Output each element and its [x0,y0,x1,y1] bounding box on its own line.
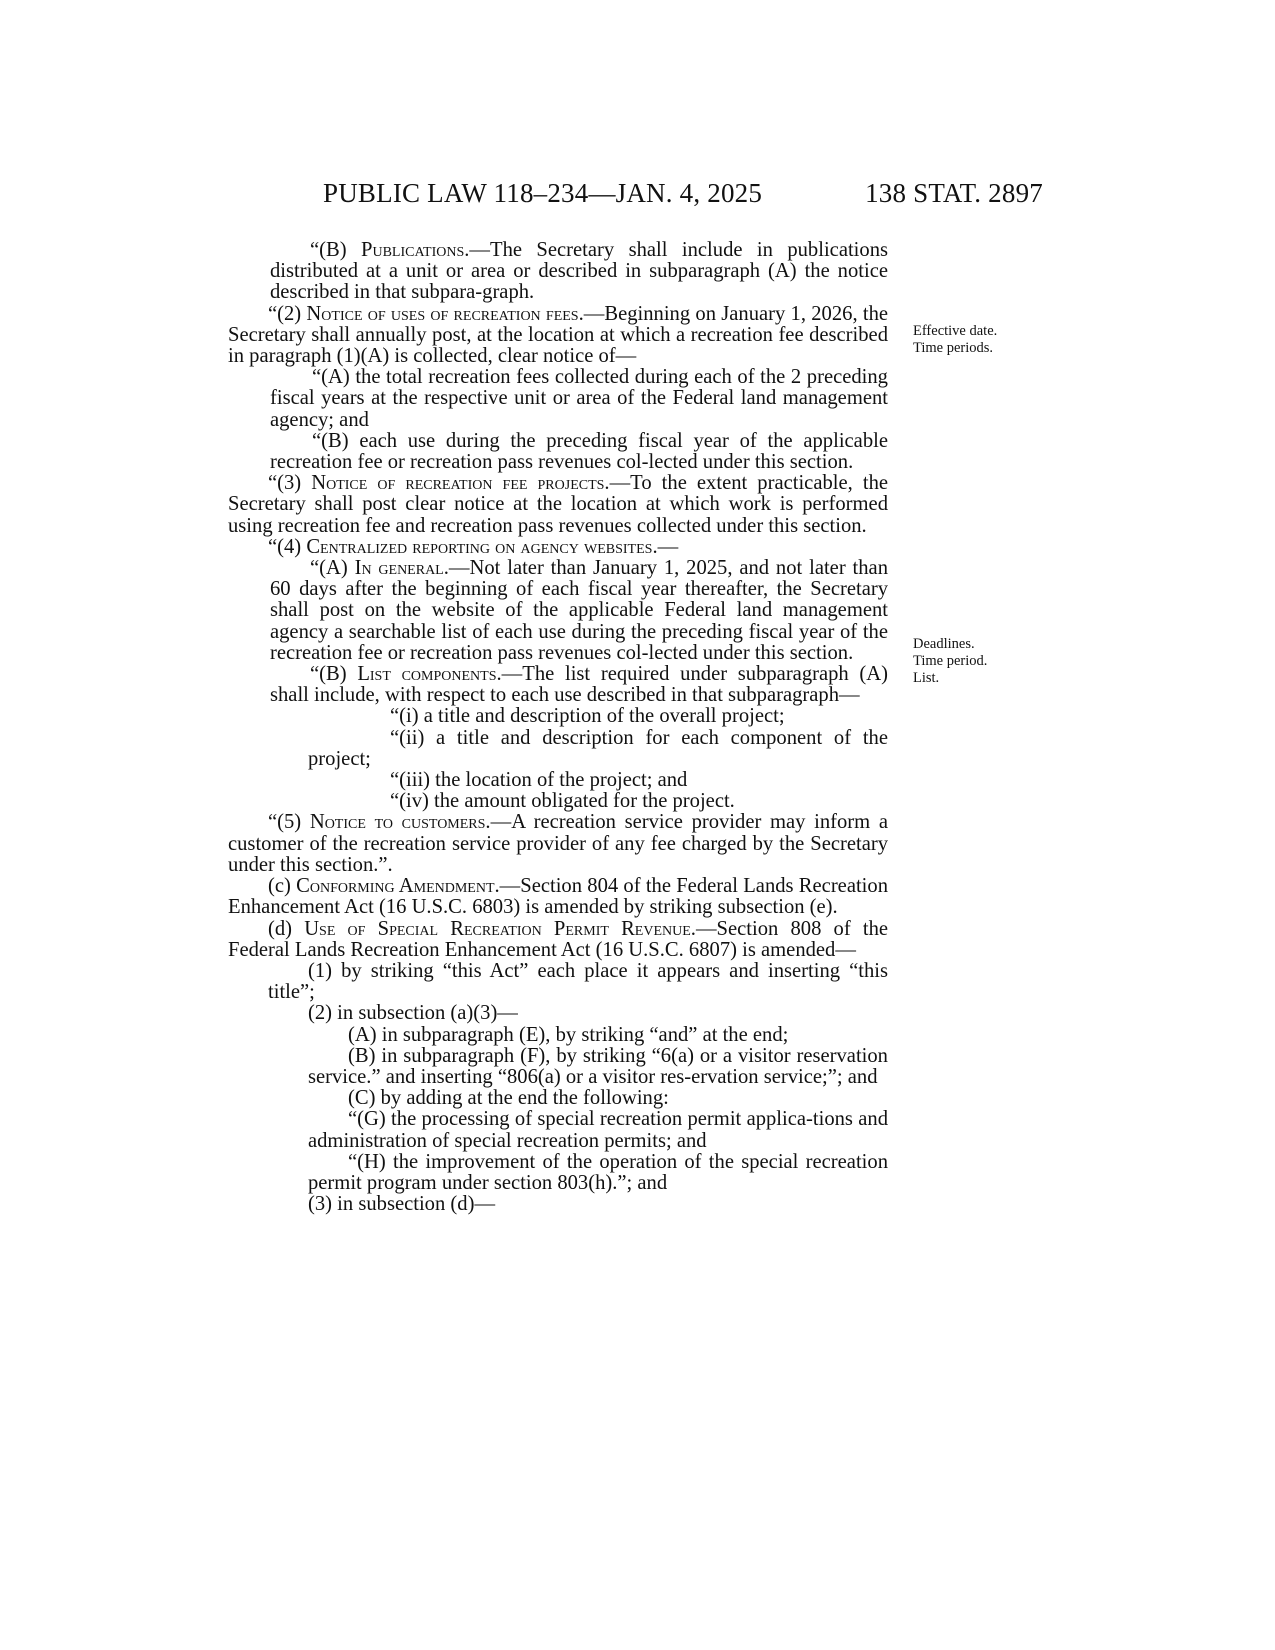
paragraph-lead: “(A) [310,557,355,580]
paragraph-lead: (C) [348,1087,381,1110]
paragraph [228,791,888,812]
paragraph-lead: (d) [268,917,305,940]
paragraph-lead: “(2) [268,302,307,325]
paragraph-lead: “(4) [268,535,307,558]
paragraph-heading: Publications. [361,239,470,261]
paragraph-text: —The Secretary shall include in publications distributed at a unit or area or described in subparagraph (A) the notice described in that subpara-graph. [270,239,889,304]
margin-note-deadlines [913,636,1033,687]
paragraph-text: by striking “this Act” each place it appears and inserting “this title”; [268,959,888,1004]
paragraph [228,876,888,918]
paragraph-lead: (A) [348,1023,382,1046]
paragraph [228,1194,888,1215]
paragraph-lead: “(ii) [390,726,437,749]
margin-note-line: Time periods. [913,340,994,356]
paragraph-heading: In general. [354,557,449,580]
paragraph-text: in subsection (d)— [337,1193,496,1216]
paragraph-text: —Not later than January 1, 2025, and not later than 60 days after the beginning of each fiscal year thereafter, the Secretary shall post on the website of the applicable Federal land management agency a searchable list of each use during the preceding fiscal year of the recreation fee or recreation pass revenues col-lected under this section. [270,557,888,664]
margin-note-line: Deadlines. [913,636,975,652]
paragraph-text: in subsection (a)(3)— [337,1002,518,1025]
paragraph-text: a title and description of the overall project; [423,705,785,728]
paragraph [228,1109,888,1151]
paragraph [228,919,888,961]
paragraph [228,537,888,558]
paragraph-text: in subparagraph (E), by striking “and” at the end; [381,1023,789,1046]
paragraph-text: the total recreation fees collected during each of the 2 preceding fiscal years at the respective unit or area of the Federal land management agency; and [270,366,888,431]
paragraph-text: — [657,535,679,558]
paragraph-lead: (B) [348,1044,382,1067]
paragraph-heading: Use of Special Recreation Permit Revenue. [304,917,696,940]
paragraph-lead: “(3) [268,472,312,495]
paragraph-text: by adding at the end the following: [380,1087,669,1110]
page-header [0,178,1275,218]
paragraph [228,961,888,1003]
margin-note-line: List. [913,670,940,686]
paragraph [228,304,888,368]
paragraph-text: —The list required under subparagraph (A) shall include, with respect to each use described in that subparagraph— [270,663,888,707]
paragraph-heading: Notice to customers. [309,811,491,834]
paragraph [228,728,888,770]
paragraph-text: —To the extent practicable, the Secretary shall post clear notice at the location at which work is performed using recreation fee and recreation pass revenues collected under this section. [228,472,889,537]
paragraph-lead: (c) [268,875,297,898]
paragraph-text: —Section 804 of the Federal Lands Recreation Enhancement Act (16 U.S.C. 6803) is amended by striking subsection (e). [228,875,888,919]
paragraph [228,770,888,791]
paragraph [228,1088,888,1109]
paragraph [228,473,888,537]
paragraph-lead: (2) [308,1002,338,1025]
paragraph [228,240,888,304]
paragraph-lead: “(G) [348,1108,392,1131]
margin-note-line: Effective date. [913,323,998,339]
paragraph-heading: Centralized reporting on agency websites. [306,535,658,558]
paragraph-lead: (3) [308,1193,338,1216]
paragraph-lead: “(i) [390,705,424,728]
paragraph-text: —A recreation service provider may inform a customer of the recreation service provider of any fee charged by the Secretary under this section.”. [228,811,888,876]
paragraph-text: —Beginning on January 1, 2026, the Secretary shall annually post, at the location at which a recreation fee described in paragraph (1)(A) is collected, clear notice of— [228,302,889,368]
paragraph-text: —Section 808 of the Federal Lands Recreation Enhancement Act (16 U.S.C. 6807) is amended— [228,917,889,961]
statute-page-number: 138 STAT. 2897 [865,178,1043,208]
document-body [228,240,888,1215]
paragraph-lead: “(B) [310,663,358,686]
paragraph-lead: “(A) [312,366,356,389]
paragraph-text: a title and description for each component of the project; [308,726,888,770]
paragraph-text: in subparagraph (F), by striking “6(a) or a visitor reservation service.” and inserting “806(a) or a visitor res-ervation service;”; and [308,1044,888,1088]
paragraph-text: each use during the preceding fiscal year of the applicable recreation fee or recreation pass revenues col-lected under this section. [270,429,888,474]
paragraph-lead: “(B) [310,239,362,261]
paragraph-heading: Conforming Amendment. [296,875,500,898]
paragraph [228,431,888,473]
paragraph-text: the amount obligated for the project. [434,790,735,813]
paragraph [228,1152,888,1194]
paragraph [228,812,888,876]
paragraph-heading: Notice of recreation fee projects. [311,472,610,495]
paragraph [228,664,888,706]
paragraph [228,558,888,664]
paragraph-lead: “(B) [312,429,360,452]
paragraph [228,1025,888,1046]
paragraph [228,1003,888,1024]
paragraph-lead: “(H) [348,1150,393,1173]
margin-note-effective-date [913,323,1033,357]
paragraph-text: the processing of special recreation permit applica-tions and administration of special recreation permits; and [308,1108,888,1152]
paragraph [228,1046,888,1088]
paragraph-text: the location of the project; and [435,769,688,792]
paragraph-heading: Notice of uses of recreation fees. [306,302,584,325]
paragraph-lead: “(5) [268,811,310,834]
margin-note-line: Time period. [913,653,988,669]
paragraph-lead: (1) [308,959,342,982]
paragraph [228,367,888,431]
header-title: PUBLIC LAW 118–234—JAN. 4, 2025 [323,178,763,208]
paragraph-text: the improvement of the operation of the special recreation permit program under section 803(h).”; and [308,1150,888,1194]
paragraph [228,706,888,727]
paragraph-lead: “(iii) [390,769,436,792]
paragraph-lead: “(iv) [390,790,435,813]
paragraph-heading: List components. [357,663,502,686]
